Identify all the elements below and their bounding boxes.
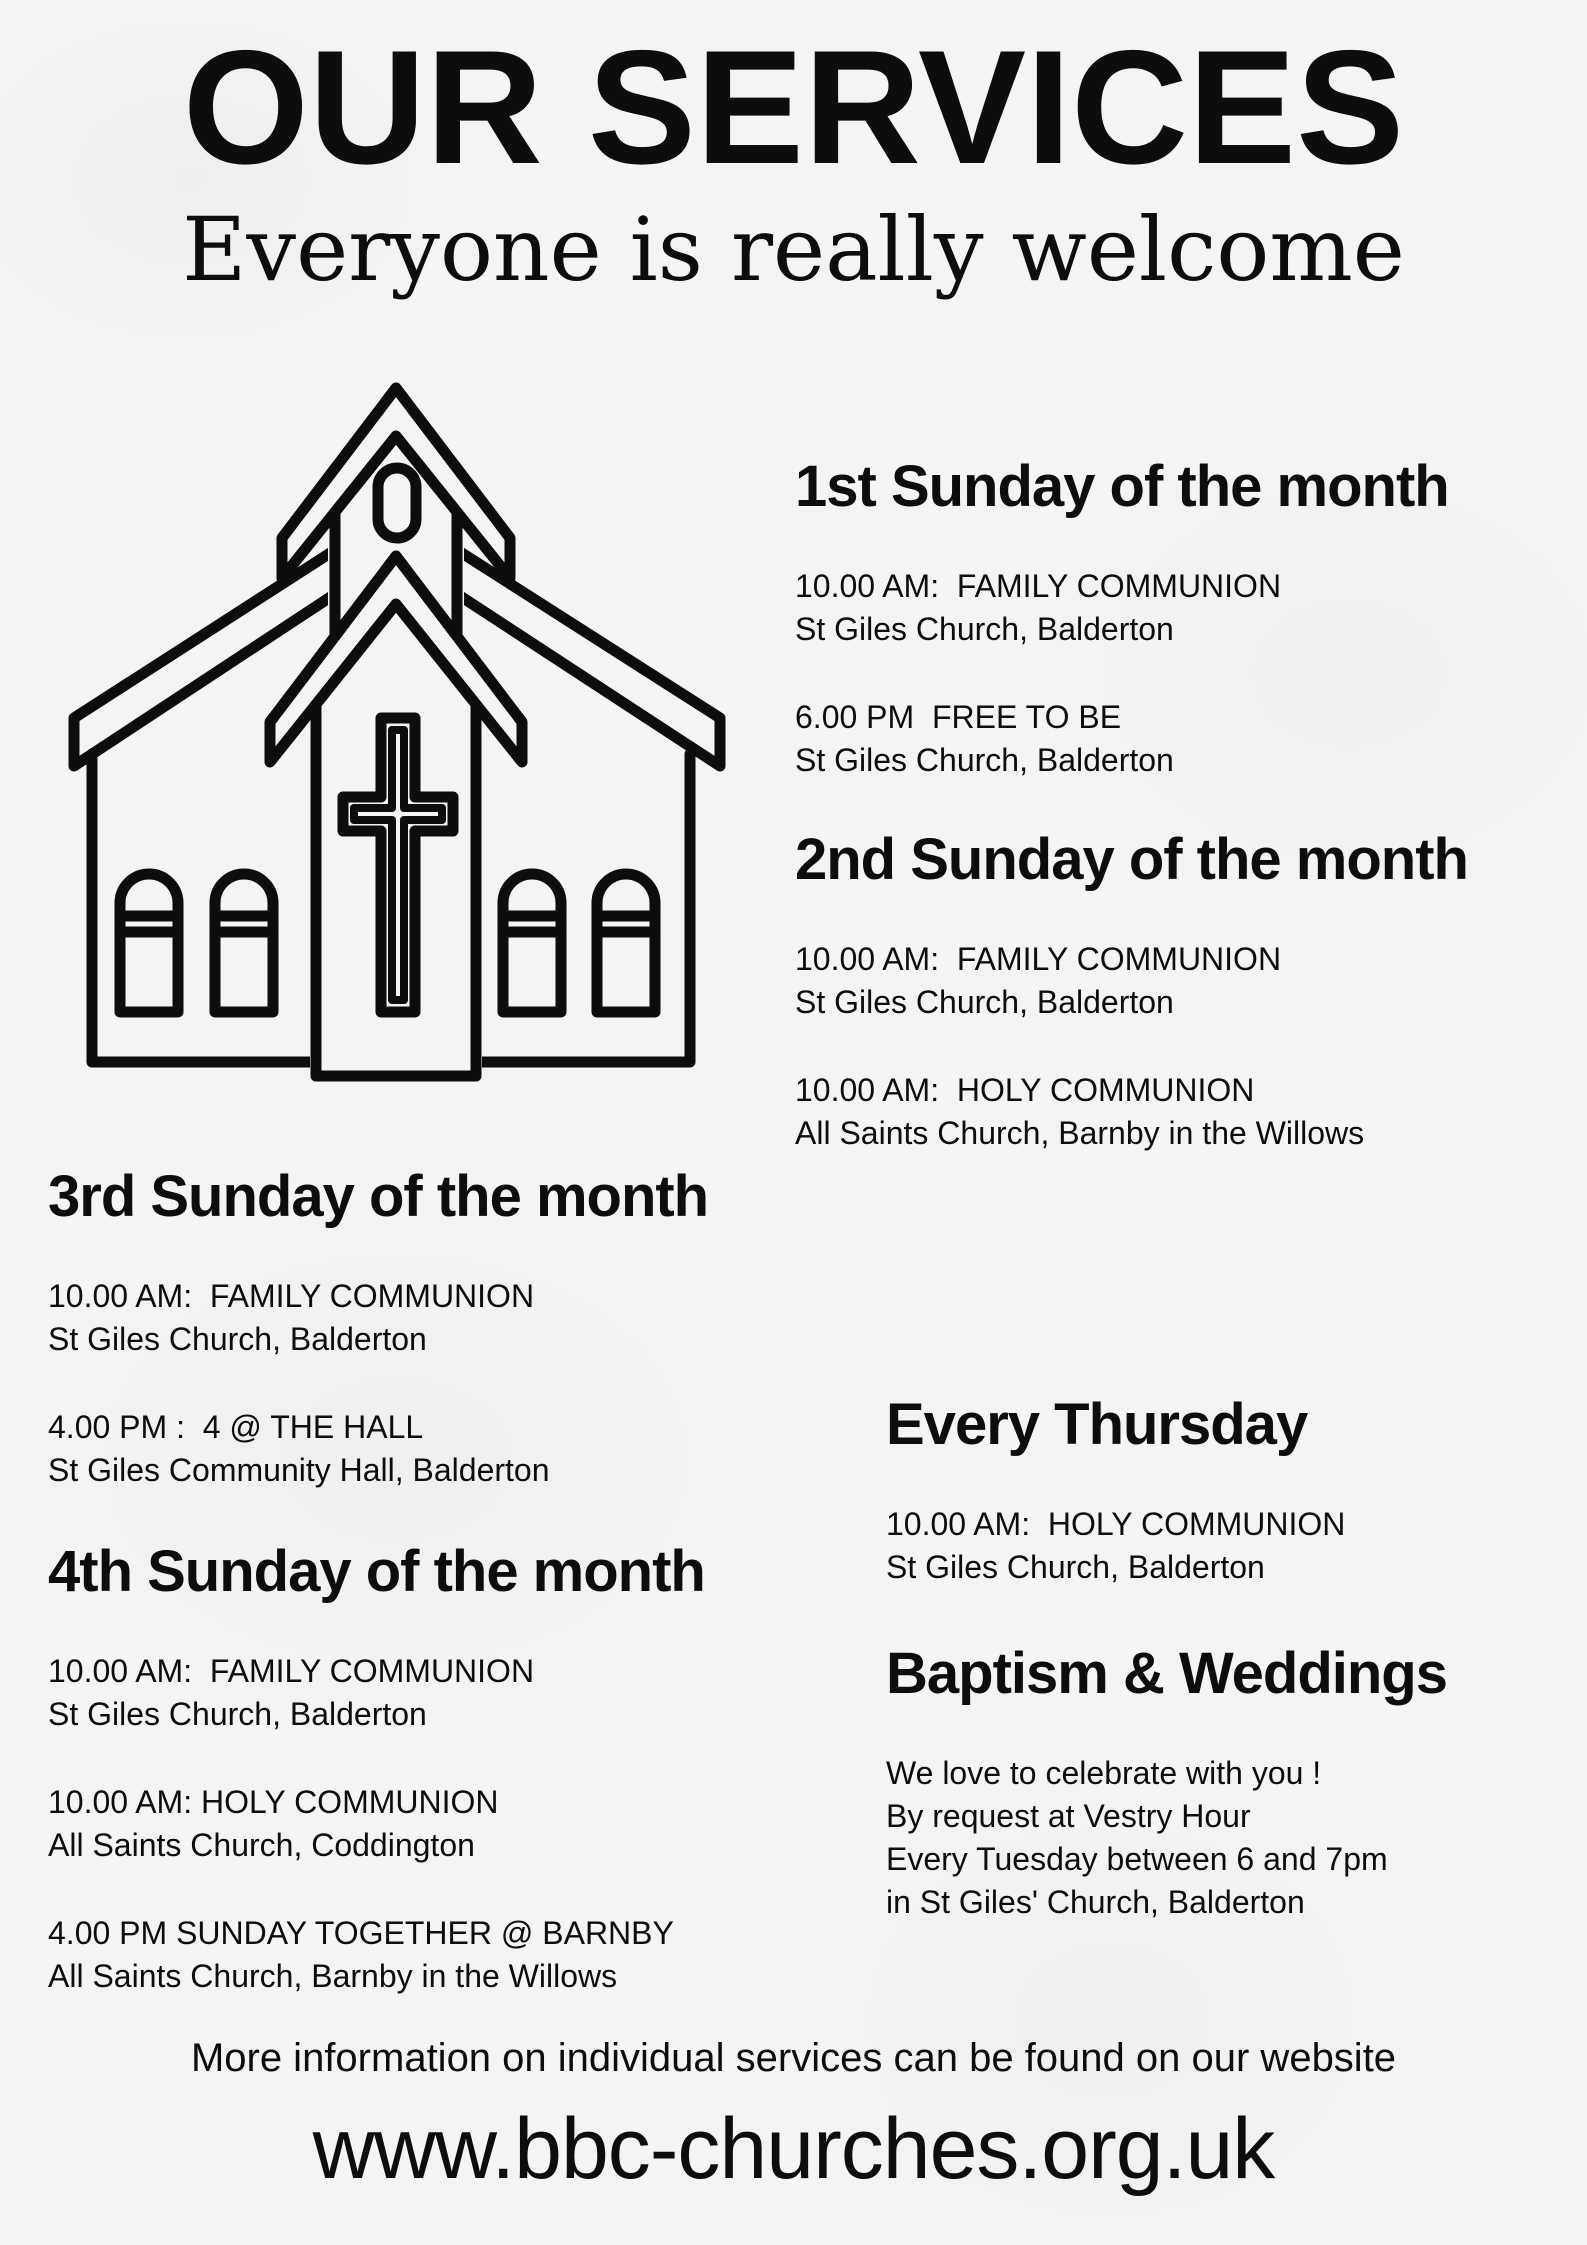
service-location-line: St Giles Church, Balderton [795,984,1174,1020]
service-item [795,938,1565,1024]
service-time-line: 10.00 AM: FAMILY COMMUNION [48,1278,535,1314]
service-location-line: St Giles Church, Balderton [795,742,1174,778]
section-4th-sunday [48,1540,818,2043]
service-time-line: 6.00 PM FREE TO BE [795,699,1122,735]
service-time-line: 10.00 AM: FAMILY COMMUNION [795,568,1282,604]
service-item [48,1912,818,1998]
section-heading: 2nd Sunday of the month [795,827,1468,892]
service-location-line: St Giles Community Hall, Balderton [48,1452,550,1488]
service-item [795,565,1565,651]
service-item [48,1650,818,1736]
service-time-line: 10.00 AM: HOLY COMMUNION [795,1072,1255,1108]
section-heading: 1st Sunday of the month [795,454,1449,519]
section-heading: Baptism & Weddings [886,1641,1447,1706]
section-every-thursday [886,1393,1566,1634]
service-time-line: 10.00 AM: FAMILY COMMUNION [795,941,1282,977]
service-time-line: 4.00 PM : 4 @ THE HALL [48,1409,424,1445]
section-2nd-sunday [795,828,1565,1200]
service-location-line: All Saints Church, Barnby in the Willows [795,1115,1365,1151]
service-location-line: St Giles Church, Balderton [48,1321,427,1357]
section-heading: Every Thursday [886,1392,1308,1457]
service-location-line: All Saints Church, Coddington [48,1827,475,1863]
service-item [795,696,1565,782]
section-3rd-sunday [48,1165,818,1537]
page-subtitle: Everyone is really welcome [182,198,1405,301]
website-url: www.bbc-churches.org.uk [312,2101,1275,2197]
service-item [48,1781,818,1867]
service-item [48,1406,818,1492]
section-baptism-weddings [886,1642,1566,1969]
service-location-line: St Giles Church, Balderton [48,1696,427,1732]
service-location-line: All Saints Church, Barnby in the Willows [48,1958,618,1994]
footer-note: More information on individual services can be found on our website [190,2036,1397,2080]
service-item [886,1752,1566,1924]
page-title: OUR SERVICES [182,17,1405,198]
info-line: By request at Vestry Hour [886,1798,1251,1834]
section-heading: 4th Sunday of the month [48,1539,705,1604]
service-time-line: 10.00 AM: FAMILY COMMUNION [48,1653,535,1689]
info-line: We love to celebrate with you ! [886,1755,1322,1791]
section-1st-sunday [795,455,1565,827]
service-time-line: 10.00 AM: HOLY COMMUNION [48,1784,499,1820]
section-heading: 3rd Sunday of the month [48,1164,709,1229]
service-time-line: 4.00 PM SUNDAY TOGETHER @ BARNBY [48,1915,674,1951]
service-item [48,1275,818,1361]
service-location-line: St Giles Church, Balderton [795,611,1174,647]
service-time-line: 10.00 AM: HOLY COMMUNION [886,1506,1346,1542]
church-icon [58,378,730,1084]
service-location-line: St Giles Church, Balderton [886,1549,1265,1585]
service-item [886,1503,1566,1589]
info-line: in St Giles' Church, Balderton [886,1884,1305,1920]
info-line: Every Tuesday between 6 and 7pm [886,1841,1388,1877]
service-item [795,1069,1565,1155]
